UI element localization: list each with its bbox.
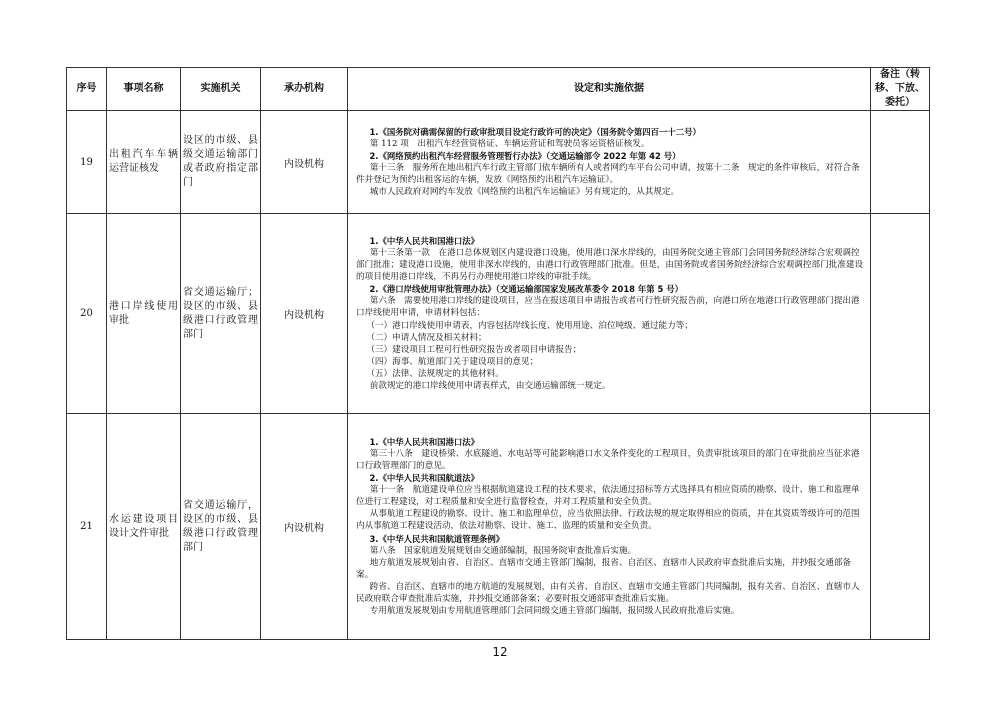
row-dept: 内设机构 (261, 214, 348, 414)
basis-paragraph: 第十一条 航道建设单位应当根据航道建设工程的技术要求，依法通过招标等方式选择具有相应资质的勘察、设计、施工和监理单位进行工程建设，对工程质量和安全进行监督检查，并对工程质量和安全负责。 (356, 485, 860, 508)
row-dept: 内设机构 (261, 414, 348, 640)
table-row (67, 214, 930, 414)
row-no: 20 (67, 214, 107, 414)
header-dept: 承办机构 (261, 68, 348, 111)
page-number: 12 (492, 645, 508, 659)
basis-paragraph: 第十三条第一款 在港口总体规划区内建设港口设施，使用港口深水岸线的，由国务院交通主管部门会同国务院经济综合宏观调控部门批准；建设港口设施，使用非深水岸线的，由港口行政管理部门批准。但是，由国务院或者国务院经济综合宏观调控部门批准建设的项目使用港口岸线，不再另行办理使用港口岸线的审批手续。 (356, 247, 864, 283)
row-no: 19 (67, 111, 107, 214)
basis-paragraph: 第六条 需要使用港口岸线的建设项目，应当在报送项目申请报告或者可行性研究报告前，向港口所在地港口行政管理部门提出港口岸线使用申请，申请材料包括： (356, 296, 860, 319)
row-remark (871, 414, 930, 640)
row-basis (348, 214, 871, 414)
basis-paragraph: 城市人民政府对网约车发放《网络预约出租汽车运输证》另有规定的，从其规定。 (369, 187, 680, 198)
basis-paragraph: 第八条 国家航道发展规划由交通部编制，报国务院审查批准后实施。 (369, 545, 637, 556)
row-basis (348, 414, 871, 640)
basis-paragraph: 专用航道发展规划由专用航道管理部门会同同级交通主管部门编制，报同级人民政府批准后实施。 (369, 606, 740, 617)
header-basis: 设定和实施依据 (348, 68, 871, 111)
row-remark (871, 214, 930, 414)
basis-paragraph: 地方航道发展规划由省、自治区、直辖市交通主管部门编制，报省、自治区、直辖市人民政府审查批准后实施，并抄报交通部备案。 (356, 557, 852, 580)
row-name: 出租汽车车辆运营证核发 (107, 111, 181, 214)
basis-law-title: 2.《中华人民共和国航道法》 (369, 473, 479, 484)
row-name: 港口岸线使用审批 (107, 214, 181, 414)
basis-paragraph: 第十三条 服务所在地出租汽车行政主管部门依车辆所有人或者网约车平台公司申请，按第十二条 规定的条件审核后，对符合条件并登记为预约出租客运的车辆，发放《网络预约出租汽车运输证》。 (356, 163, 860, 186)
row-name: 水运建设项目设计文件审批 (107, 414, 181, 640)
basis-paragraph: 前款规定的港口岸线使用申请表样式，由交通运输部统一规定。 (369, 381, 611, 392)
basis-paragraph: 从事航道工程建设的勘察、设计、施工和监理单位，应当依照法律、行政法规的规定取得相应的资质，并在其资质等级许可的范围内从事航道工程建设活动，依法对勘察、设计、施工、监理的质量和安全负责。 (356, 509, 860, 532)
basis-paragraph: （四）海事、航道部门关于建设项目的意见； (366, 356, 539, 367)
basis-paragraph: 跨省、自治区、直辖市的地方航道的发展规划，由有关省、自治区、直辖市交通主管部门共同编制，报有关省、自治区、直辖市人民政府联合审查批准后实施，并抄报交通部备案；必要时报交通部审查批准后实施。 (356, 581, 860, 605)
header-name: 事项名称 (107, 68, 181, 111)
header-agency: 实施机关 (181, 68, 261, 111)
table-row (67, 414, 930, 640)
row-agency: 省交通运输厅，设区的市级、县级港口行政管理部门 (181, 414, 261, 640)
basis-paragraph: 第三十八条 建设桥梁、水底隧道、水电站等可能影响港口水文条件变化的工程项目，负责审批该项目的部门在审批前应当征求港口行政管理部门的意见。 (356, 448, 860, 471)
basis-law-title: 1.《国务院对确需保留的行政审批项目设定行政许可的决定》（国务院令第四百一十二号） (369, 126, 701, 137)
basis-law-title: 1.《中华人民共和国港口法》 (369, 235, 479, 246)
basis-law-title: 2.《港口岸线使用审批管理办法》（交通运输部国家发展改革委令 2018 年第 5 号） (369, 284, 684, 295)
basis-paragraph: （一）港口岸线使用申请表，内容包括岸线长度、使用用途、泊位吨级、通过能力等； (366, 320, 693, 331)
basis-law-title: 1.《中华人民共和国港口法》 (369, 436, 479, 447)
row-no: 21 (67, 414, 107, 640)
table-row (67, 111, 930, 214)
header-remark: 备注（转移、下放、委托） (871, 68, 930, 111)
basis-paragraph: （五）法律、法规规定的其他材料。 (366, 368, 504, 379)
table-header-row (67, 68, 930, 111)
row-agency: 省交通运输厅；设区的市级、县级港口行政管理部门 (181, 214, 261, 414)
row-basis (348, 111, 871, 214)
approval-items-table (66, 67, 930, 640)
basis-law-title: 3.《中华人民共和国航道管理条例》 (369, 533, 505, 544)
basis-law-title: 2.《网络预约出租汽车经营服务管理暂行办法》（交通运输部令 2022 年第 42 号） (369, 150, 681, 161)
basis-paragraph: 第 112 项 出租汽车经营资格证、车辆运营证和驾驶员客运资格证核发。 (369, 138, 650, 149)
header-no: 序号 (67, 68, 107, 111)
basis-paragraph: （三）建设项目工程可行性研究报告或者项目申请报告； (366, 344, 582, 355)
row-agency: 设区的市级、县级交通运输部门或者政府指定部门 (181, 111, 261, 214)
row-dept: 内设机构 (261, 111, 348, 214)
basis-paragraph: （二）申请人情况及相关材料； (366, 332, 487, 343)
row-remark (871, 111, 930, 214)
